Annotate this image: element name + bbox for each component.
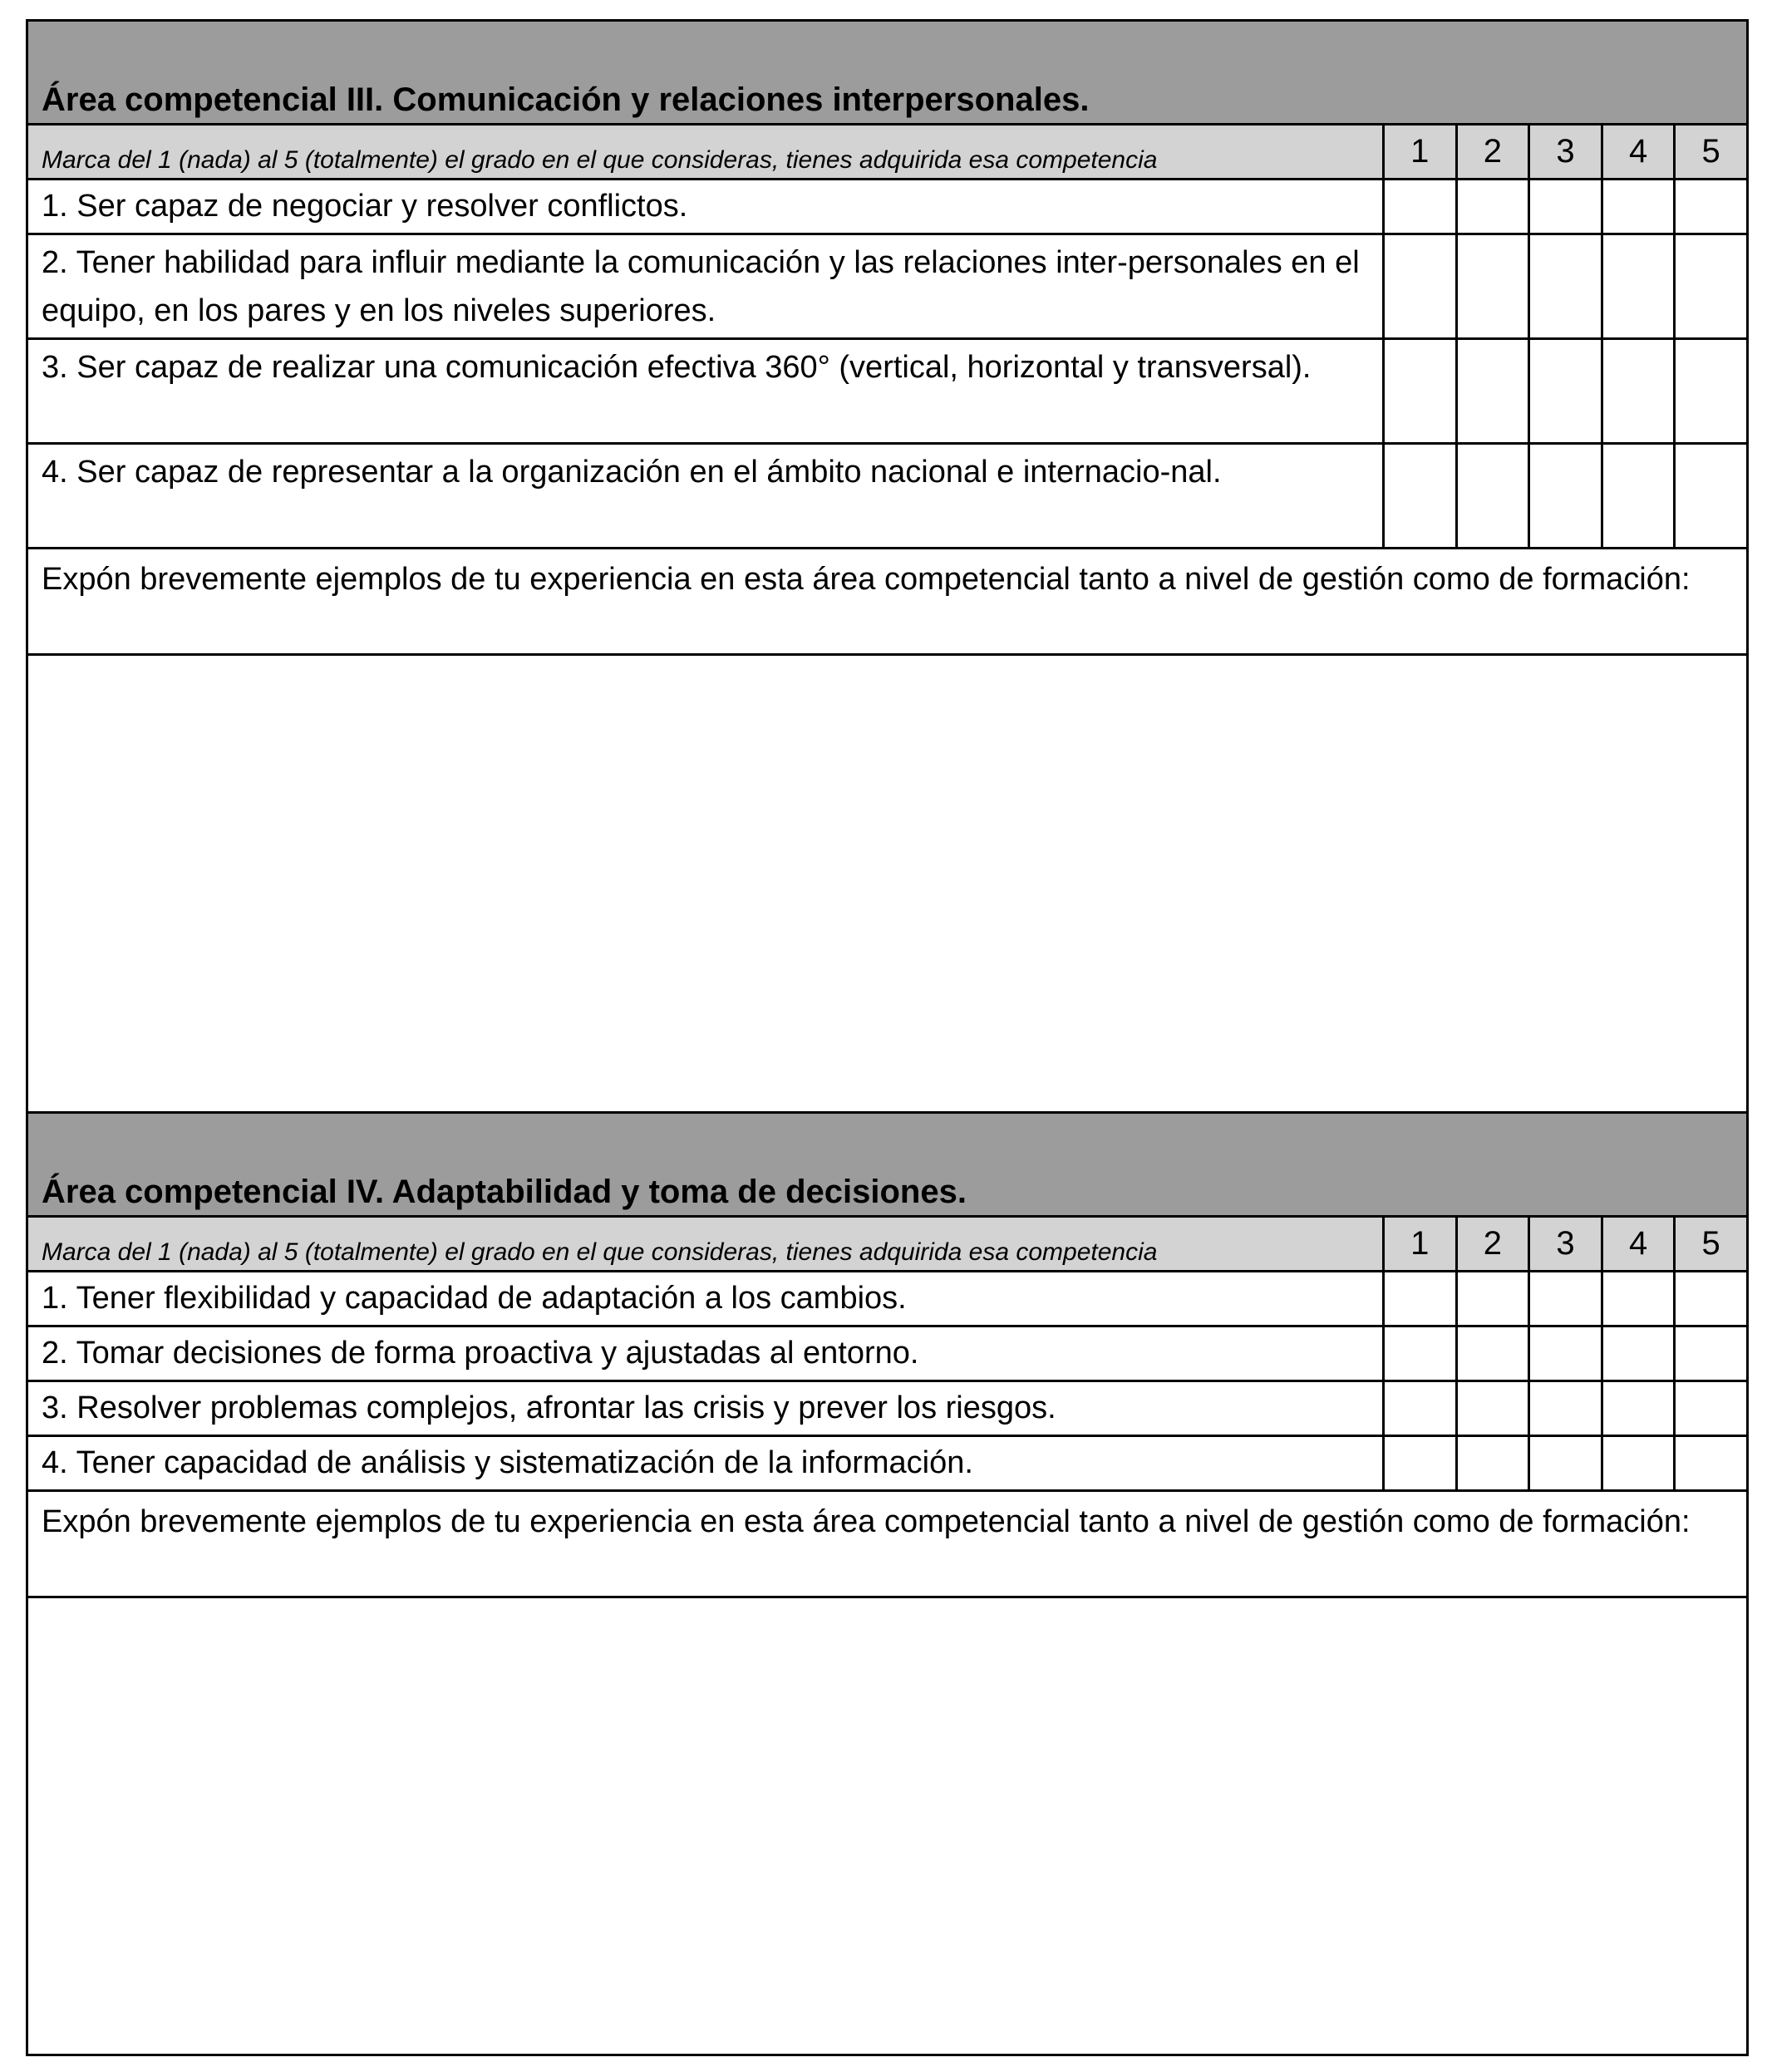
rating-cell-2[interactable]	[1458, 1272, 1531, 1325]
rating-cell-5[interactable]	[1676, 1382, 1746, 1435]
competency-row	[28, 180, 1746, 235]
competency-text: 4. Ser capaz de representar a la organización en el ámbito nacional e internacio-nal.	[28, 445, 1385, 547]
rating-cell-1[interactable]	[1385, 340, 1458, 442]
section-title: Área competencial III. Comunicación y relaciones interpersonales.	[28, 19, 1746, 126]
scale-label-3: 3	[1530, 1218, 1603, 1270]
rating-cell-2[interactable]	[1458, 340, 1531, 442]
scale-label-5: 5	[1701, 133, 1720, 170]
experience-prompt: Expón brevemente ejemplos de tu experiencia en esta área competencial tanto a nivel de gestión como de formación:	[28, 1492, 1746, 1598]
rating-cell-3[interactable]	[1530, 445, 1603, 547]
scale-label-4: 4	[1603, 1218, 1676, 1270]
competency-text: 3. Ser capaz de realizar una comunicación efectiva 360° (vertical, horizontal y transversal).	[28, 340, 1385, 442]
rating-cell-1[interactable]	[1385, 235, 1458, 337]
competency-text: 1. Ser capaz de negociar y resolver conflictos.	[28, 180, 1385, 233]
experience-answer-area[interactable]	[28, 656, 1746, 1111]
competency-row	[28, 1382, 1746, 1437]
competency-row	[28, 235, 1746, 340]
competency-row	[28, 1437, 1746, 1492]
rating-cell-5[interactable]	[1676, 1327, 1746, 1380]
section-area-iv	[28, 1111, 1746, 2054]
scale-label-1: 1	[1385, 1218, 1458, 1270]
competency-text: 4. Tener capacidad de análisis y sistematización de la información.	[28, 1437, 1385, 1489]
rating-instruction: Marca del 1 (nada) al 5 (totalmente) el grado en el que consideras, tienes adquirida esa competencia	[28, 126, 1385, 178]
rating-cell-3[interactable]	[1530, 1272, 1603, 1325]
rating-cell-4[interactable]	[1603, 180, 1676, 233]
rating-cell-4[interactable]	[1603, 235, 1676, 337]
competency-row	[28, 1272, 1746, 1327]
experience-answer-area[interactable]	[28, 1598, 1746, 2054]
rating-cell-1[interactable]	[1385, 1437, 1458, 1489]
competency-text: 2. Tomar decisiones de forma proactiva y ajustadas al entorno.	[28, 1327, 1385, 1380]
scale-label-1: 1	[1385, 126, 1458, 178]
competency-text: 2. Tener habilidad para influir mediante la comunicación y las relaciones inter-personales en el equipo, en los pares y en los niveles superiores.	[28, 235, 1385, 337]
competency-text: 1. Tener flexibilidad y capacidad de adaptación a los cambios.	[28, 1272, 1385, 1325]
rating-cell-3[interactable]	[1530, 1327, 1603, 1380]
rating-header-row	[28, 1218, 1746, 1272]
rating-cell-3[interactable]	[1530, 340, 1603, 442]
rating-cell-5[interactable]	[1676, 1437, 1746, 1489]
rating-cell-5[interactable]	[1676, 180, 1746, 233]
rating-cell-5[interactable]	[1676, 340, 1746, 442]
rating-cell-5[interactable]	[1676, 1272, 1746, 1325]
rating-cell-4[interactable]	[1603, 1437, 1676, 1489]
rating-cell-5[interactable]	[1676, 445, 1746, 547]
rating-cell-3[interactable]	[1530, 180, 1603, 233]
competency-row	[28, 340, 1746, 445]
rating-cell-1[interactable]	[1385, 445, 1458, 547]
experience-prompt: Expón brevemente ejemplos de tu experiencia en esta área competencial tanto a nivel de gestión como de formación:	[28, 549, 1746, 656]
rating-cell-4[interactable]	[1603, 1382, 1676, 1435]
scale-label-4: 4	[1603, 126, 1676, 178]
scale-label-2: 2	[1458, 1218, 1531, 1270]
rating-cell-3[interactable]	[1530, 1382, 1603, 1435]
rating-cell-2[interactable]	[1458, 1327, 1531, 1380]
rating-cell-2[interactable]	[1458, 180, 1531, 233]
rating-cell-2[interactable]	[1458, 1437, 1531, 1489]
rating-instruction: Marca del 1 (nada) al 5 (totalmente) el grado en el que consideras, tienes adquirida esa competencia	[28, 1218, 1385, 1270]
rating-header-row	[28, 126, 1746, 180]
rating-cell-1[interactable]	[1385, 1327, 1458, 1380]
rating-cell-4[interactable]	[1603, 340, 1676, 442]
competency-row	[28, 1327, 1746, 1382]
competency-text: 3. Resolver problemas complejos, afrontar las crisis y prever los riesgos.	[28, 1382, 1385, 1435]
scale-label-5: 5	[1701, 1225, 1720, 1262]
section-area-iii	[28, 19, 1746, 1111]
rating-cell-1[interactable]	[1385, 1382, 1458, 1435]
section-title: Área competencial IV. Adaptabilidad y toma de decisiones.	[28, 1111, 1746, 1218]
rating-cell-5[interactable]	[1676, 235, 1746, 337]
rating-cell-4[interactable]	[1603, 445, 1676, 547]
rating-cell-1[interactable]	[1385, 180, 1458, 233]
scale-label-3: 3	[1530, 126, 1603, 178]
rating-cell-4[interactable]	[1603, 1272, 1676, 1325]
competency-form	[26, 19, 1749, 2056]
rating-cell-3[interactable]	[1530, 1437, 1603, 1489]
rating-cell-1[interactable]	[1385, 1272, 1458, 1325]
rating-cell-3[interactable]	[1530, 235, 1603, 337]
rating-cell-4[interactable]	[1603, 1327, 1676, 1380]
rating-cell-2[interactable]	[1458, 235, 1531, 337]
rating-cell-2[interactable]	[1458, 1382, 1531, 1435]
competency-row	[28, 445, 1746, 549]
rating-cell-2[interactable]	[1458, 445, 1531, 547]
scale-label-2: 2	[1458, 126, 1531, 178]
